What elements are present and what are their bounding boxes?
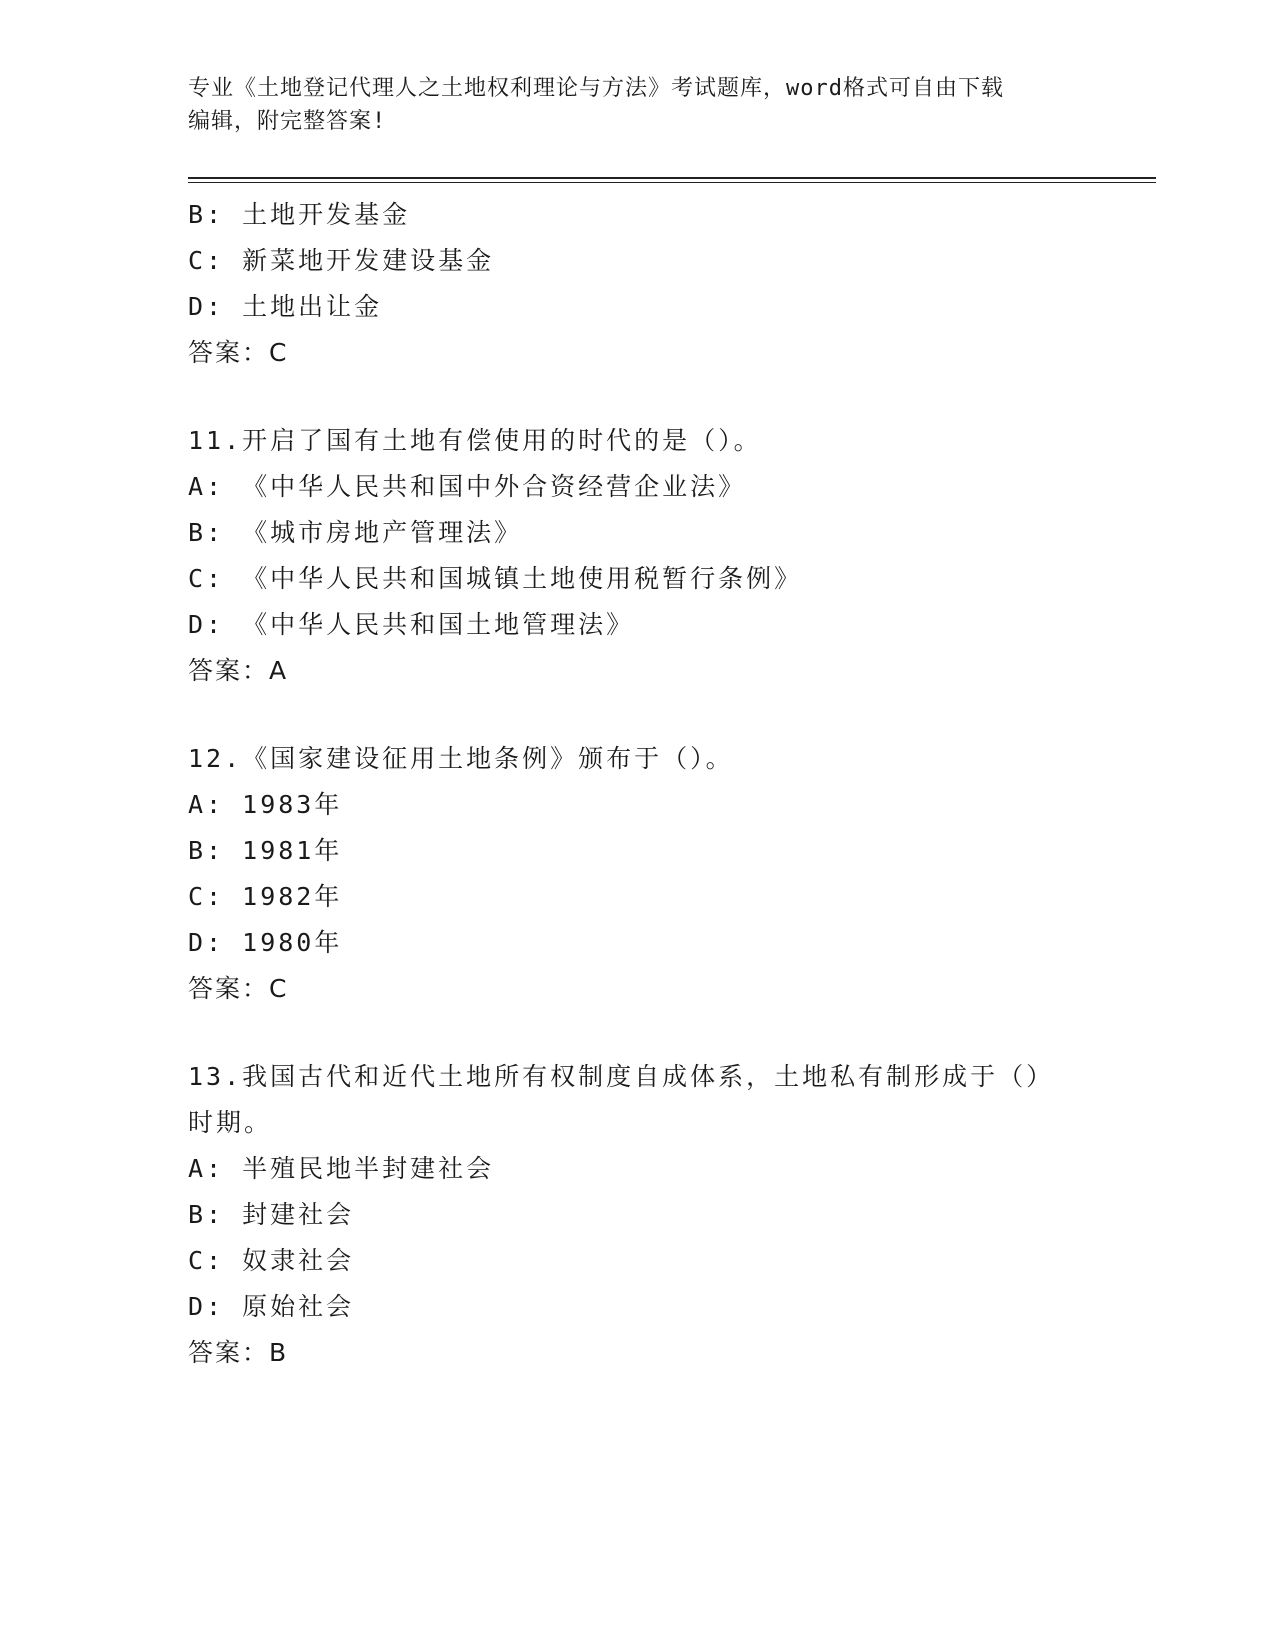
question-text-line-2: 时期。	[188, 1108, 273, 1137]
question-block-10-continued	[188, 192, 1088, 376]
document-header	[188, 72, 1068, 138]
answer-line: 答案：C	[188, 974, 289, 1003]
header-line-2: 编辑，附完整答案!	[188, 109, 387, 134]
option-a: A: 1983年	[188, 790, 343, 819]
spacer	[188, 1012, 1088, 1054]
option-b: B: 封建社会	[188, 1200, 355, 1229]
option-c: C: 新菜地开发建设基金	[188, 246, 495, 275]
option-d: D: 原始社会	[188, 1292, 355, 1321]
option-c: C: 《中华人民共和国城镇土地使用税暂行条例》	[188, 564, 803, 593]
question-text-line-1: 13.我国古代和近代土地所有权制度自成体系，土地私有制形成于（）	[188, 1062, 1055, 1091]
question-block-11	[188, 418, 1088, 694]
spacer	[188, 376, 1088, 418]
question-text: 11.开启了国有土地有偿使用的时代的是（）。	[188, 426, 762, 455]
option-d: D: 《中华人民共和国土地管理法》	[188, 610, 635, 639]
question-text: 12.《国家建设征用土地条例》颁布于（）。	[188, 744, 734, 773]
option-b: B: 土地开发基金	[188, 200, 411, 229]
option-c: C: 1982年	[188, 882, 343, 911]
option-a: A: 半殖民地半封建社会	[188, 1154, 495, 1183]
option-b: B: 《城市房地产管理法》	[188, 518, 523, 547]
answer-line: 答案：A	[188, 656, 289, 685]
question-block-13	[188, 1054, 1088, 1376]
answer-line: 答案：C	[188, 338, 289, 367]
option-c: C: 奴隶社会	[188, 1246, 355, 1275]
answer-line: 答案：B	[188, 1338, 289, 1367]
question-block-12	[188, 736, 1088, 1012]
option-d: D: 1980年	[188, 928, 343, 957]
option-a: A: 《中华人民共和国中外合资经营企业法》	[188, 472, 747, 501]
spacer	[188, 694, 1088, 736]
option-d: D: 土地出让金	[188, 292, 383, 321]
header-line-1: 专业《土地登记代理人之土地权利理论与方法》考试题库，word格式可自由下载	[188, 76, 1004, 101]
option-b: B: 1981年	[188, 836, 343, 865]
header-divider	[188, 177, 1156, 183]
question-list	[188, 192, 1088, 1376]
